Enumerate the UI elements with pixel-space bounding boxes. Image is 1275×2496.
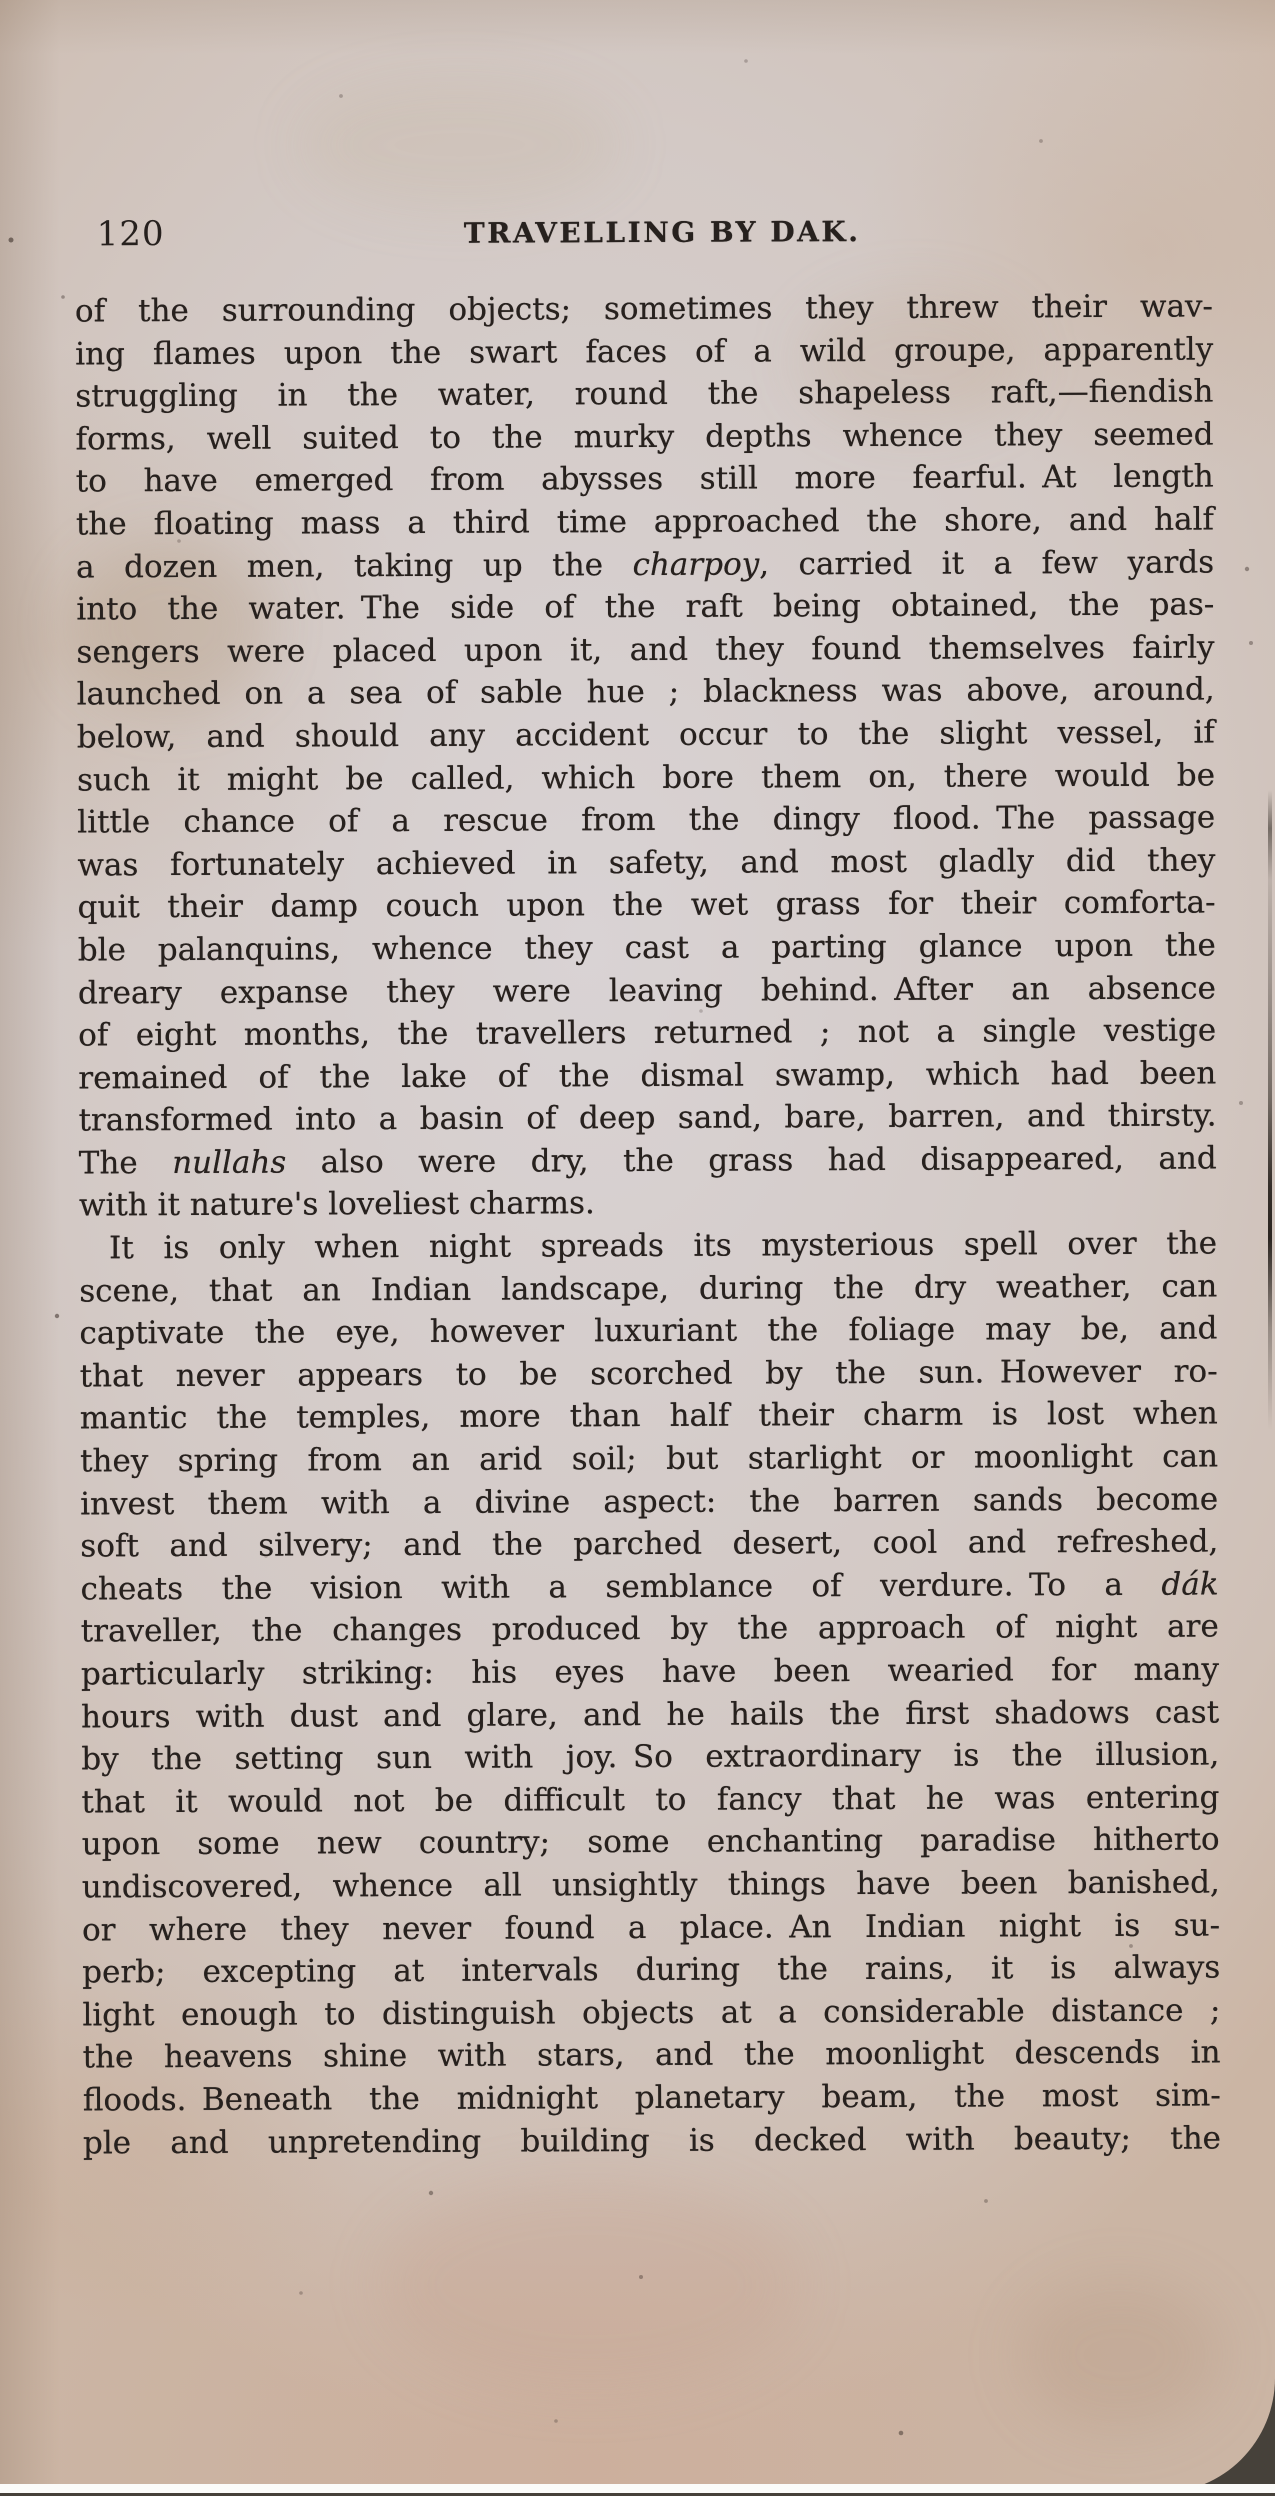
- text-line: particularly striking: his eyes have been wearied for many: [80, 1651, 1220, 1693]
- text-line: or where they never found a place. An Indian night is su-: [81, 1907, 1221, 1948]
- text-line: below, and should any accident occur to the slight vessel, if: [76, 714, 1215, 756]
- text-line: little chance of a rescue from the dingy flood. The passage: [77, 799, 1216, 841]
- text-line: ing flames upon the swart faces of a wild groupe, apparently: [75, 331, 1214, 373]
- text-line: floods. Beneath the midnight planetary beam, the most sim-: [82, 2077, 1221, 2119]
- text-line: the floating mass a third time approached the shore, and half: [75, 501, 1214, 543]
- page-number: 120: [96, 214, 165, 255]
- text-line: undiscovered, whence all unsightly things have been banished,: [81, 1864, 1220, 1906]
- text-line: with it nature's loveliest charms.: [78, 1185, 595, 1224]
- text-line: to have emerged from abysses still more fearful. At length: [75, 458, 1214, 500]
- text-line: of eight months, the travellers returned ; not a single vestige: [78, 1012, 1217, 1054]
- text-line: ple and unpretending building is decked with beauty; the: [82, 2119, 1222, 2161]
- text-line: traveller, the changes produced by the approach of night are: [80, 1608, 1219, 1650]
- text-line: they spring from an arid soil; but starlight or moonlight can: [79, 1438, 1219, 1480]
- text-line: the heavens shine with stars, and the moonlight descends in: [82, 2034, 1221, 2076]
- text-line: that it would not be difficult to fancy that he was entering: [81, 1779, 1220, 1821]
- text-line: It is only when night spreads its mysterious spell over the: [109, 1225, 1218, 1267]
- text-line: that never appears to be scorched by the sun. However ro-: [79, 1353, 1218, 1395]
- text-line: launched on a sea of sable hue ; blackness was above, around,: [76, 671, 1215, 713]
- text-line: The nullahs also were dry, the grass had disappeared, and: [78, 1140, 1217, 1182]
- text-line: perb; excepting at intervals during the rains, it is always: [82, 1949, 1221, 1991]
- text-line: cheats the vision with a semblance of verdure. To a dák: [80, 1566, 1219, 1608]
- screenshot-bottom-edge: [0, 2484, 1275, 2493]
- text-line: by the setting sun with joy. So extraordinary is the illusion,: [81, 1736, 1220, 1778]
- text-line: captivate the eye, however luxuriant the foliage may be, and: [79, 1310, 1218, 1352]
- text-line: remained of the lake of the dismal swamp, which had been: [78, 1055, 1217, 1097]
- text-line: sengers were placed upon it, and they found themselves fairly: [76, 629, 1215, 671]
- text-line: forms, well suited to the murky depths whence they seemed: [75, 416, 1214, 458]
- running-header: TRAVELLING BY DAK.: [463, 215, 861, 250]
- text-line: a dozen men, taking up the charpoy, carried it a few yards: [76, 544, 1215, 586]
- text-line: light enough to distinguish objects at a considerable distance ;: [82, 1992, 1221, 2034]
- page-lines: [75, 285, 1221, 2164]
- text-line: transformed into a basin of deep sand, bare, barren, and thirsty.: [78, 1097, 1217, 1139]
- text-line: was fortunately achieved in safety, and most gladly did they: [77, 842, 1216, 884]
- paper-specks: [0, 0, 2, 2]
- page-header: [75, 205, 1210, 258]
- text-line: hours with dust and glare, and he hails the first shadows cast: [81, 1694, 1220, 1736]
- text-line: into the water. The side of the raft being obtained, the pas-: [76, 586, 1215, 628]
- text-line: such it might be called, which bore them on, there would be: [76, 757, 1216, 798]
- text-line: invest them with a divine aspect: the barren sands become: [80, 1481, 1219, 1523]
- text-line: ble palanquins, whence they cast a parting glance upon the: [77, 927, 1216, 969]
- text-line: dreary expanse they were leaving behind. After an absence: [77, 969, 1217, 1011]
- text-line: quit their damp couch upon the wet grass for their comforta-: [77, 884, 1216, 926]
- text-line: soft and silvery; and the parched desert, cool and refreshed,: [80, 1523, 1219, 1565]
- text-line: mantic the temples, more than half their charm is lost when: [79, 1395, 1218, 1437]
- text-line: upon some new country; some enchanting paradise hitherto: [81, 1821, 1220, 1863]
- text-line: struggling in the water, round the shapeless raft,—fiendish: [75, 373, 1214, 415]
- text-line: scene, that an Indian landscape, during the dry weather, can: [79, 1268, 1218, 1310]
- text-line: of the surrounding objects; sometimes they threw their wav-: [74, 288, 1214, 330]
